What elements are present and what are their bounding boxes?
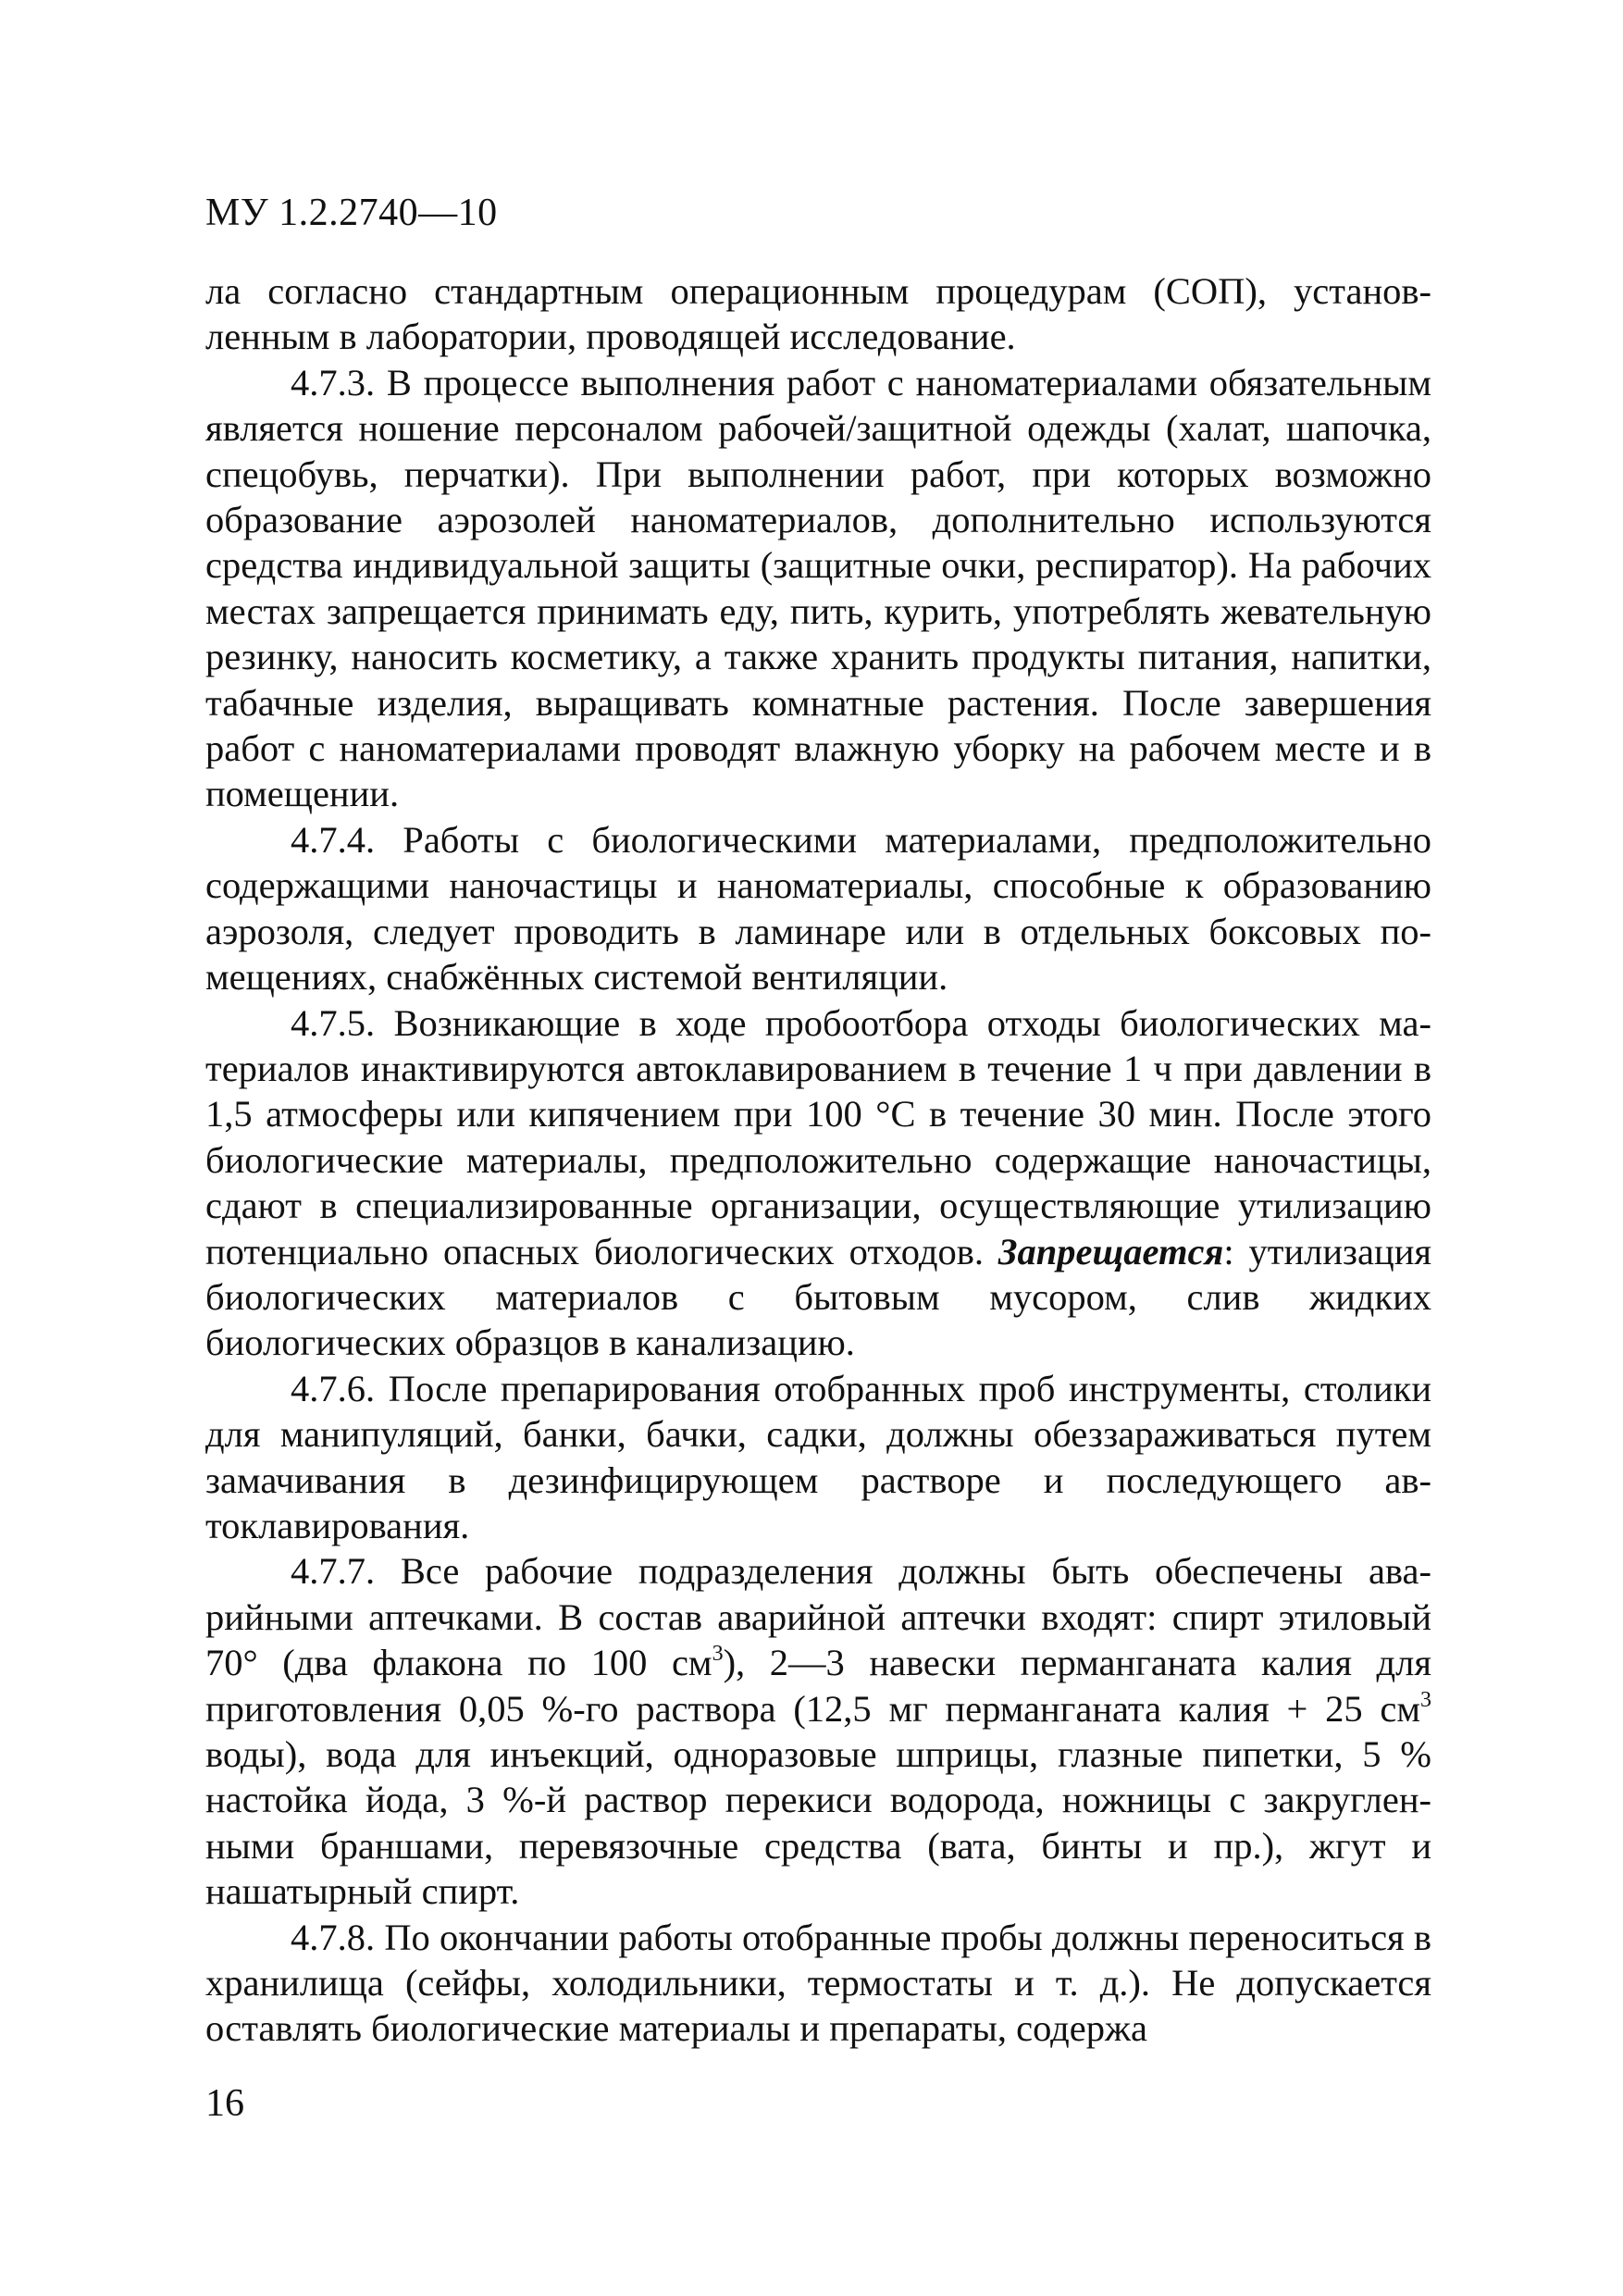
page-number: 16 (205, 2082, 244, 2125)
paragraph-4-7-7-text: 4.7.7. Все рабочие подразделения должны быть обеспечены аварийными аптечками. В состав аварийной аптечки входят: спирт этиловый 70° (два флакона по 100 см (205, 1550, 1431, 1684)
paragraph-4-7-5 (205, 1000, 1431, 1366)
paragraph-4-7-8: 4.7.8. По окончании работы отобранные пробы должны переноситься в хранилища (сейфы, холодильники, термостаты и т. д.). Не допускается оставлять биологические материалы и препараты, содержа (205, 1916, 1431, 2050)
superscript-cubic: 3 (1420, 1687, 1431, 1712)
paragraph-4-7-5-text-end: : утилизация биологических материалов с бытовым мусором, слив жидких биологических образцов в канализацию. (205, 1230, 1431, 1364)
paragraph-4-7-5-text: 4.7.5. Возникающие в ходе пробоотбора отходы биологических материалов инактивируются автоклавированием в течение 1 ч при давлении в 1,5 атмосферы или кипячением при 100 °С в течение 30 мин. После этого биологические материалы, предположительно содержащие наночастицы, сдают в специализированные организации, осуществляющие утилизацию потенциально опасных биологических отходов. (205, 1001, 1431, 1272)
paragraph-4-7-6: 4.7.6. После препарирования отобранных проб инструменты, столики для манипуляций, банки, бачки, садки, должны обеззараживаться путем замачивания в дезинфицирующем растворе и последующего автоклавирования. (205, 1367, 1431, 1546)
document-code-header: МУ 1.2.2740—10 (205, 192, 498, 234)
paragraph-4-7-7-text-mid: ), 2—3 навески перманганата калия для приготовления 0,05 %-го раствора (12,5 мг перманганата калия + 25 см (205, 1642, 1431, 1730)
paragraph-continuation: ла согласно стандартным операционным процедурам (СОП), установленным в лаборатории, проводящей исследование. (205, 270, 1431, 358)
paragraph-4-7-4: 4.7.4. Работы с биологическими материалами, предположительно содержащими наночастицы и наноматериалы, способные к образованию аэрозоля, следует проводить в ламинаре или в отдельных боксовых помещениях, снабжённых системой вентиляции. (205, 818, 1431, 999)
prohibited-emphasis: Запрещается (997, 1230, 1224, 1272)
document-body (205, 268, 1431, 2052)
paragraph-4-7-3: 4.7.3. В процессе выполнения работ с наноматериалами обязательным является ношение персоналом рабочей/защитной одежды (халат, шапочка, спецобувь, перчатки). При выполнении работ, при которых возможно образование аэрозолей наноматериалов, дополнительно используются средства индивидуальной защиты (защитные очки, респиратор). На рабочих местах запрещается принимать еду, пить, курить, употреблять жевательную резинку, наносить косметику, а также хранить продукты питания, напитки, табачные изделия, выращивать комнатные растения. После завершения работ с наноматериалами проводят влажную уборку на рабочем месте и в помещении. (205, 361, 1431, 815)
superscript-cubic: 3 (712, 1642, 724, 1667)
paragraph-4-7-7 (205, 1548, 1431, 1914)
paragraph-4-7-7-text-end: воды), вода для инъекций, одноразовые шприцы, глазные пипетки, 5 % настойка йода, 3 %-й раствор перекиси водорода, ножницы с закругленными браншами, перевязочные средства (вата, бинты и пр.), жгут и нашатырный спирт. (205, 1733, 1431, 1913)
